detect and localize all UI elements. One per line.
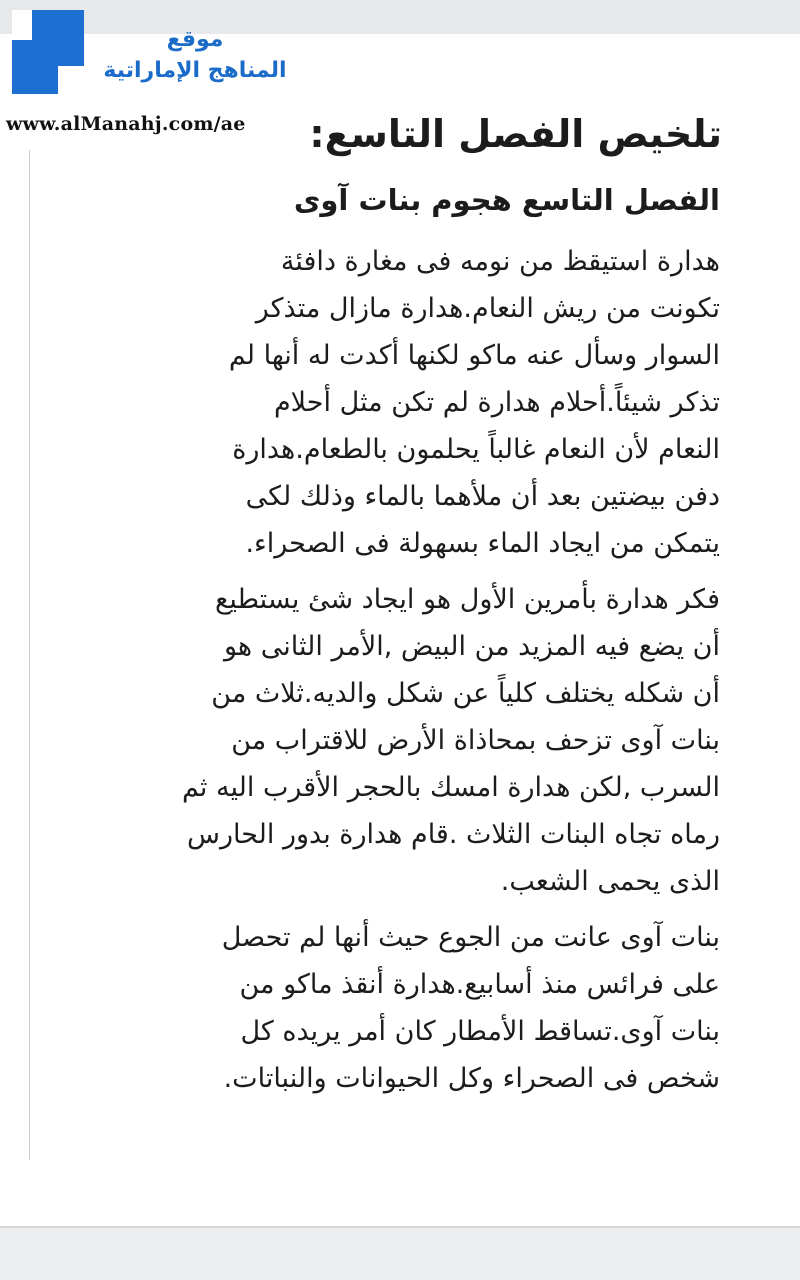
paragraph-line: السوار وسأل عنه ماكو لكنها أكدت له أنها لم (228, 340, 720, 371)
paragraph-line: يتمكن من ايجاد الماء بسهولة فى الصحراء. (245, 528, 720, 559)
paragraph-line: رماه تجاه البنات الثلاث .قام هدارة بدور الحارس (186, 819, 720, 850)
page-title: تلخيص الفصل التاسع: (309, 112, 722, 156)
logo-squares-icon (12, 10, 86, 94)
paragraph-line: شخص فى الصحراء وكل الحيوانات والنباتات. (223, 1063, 720, 1094)
top-strip (0, 0, 800, 34)
paragraph-line: النعام لأن النعام غالباً يحلمون بالطعام.هدارة (232, 434, 720, 465)
bottom-divider (0, 1226, 800, 1228)
logo-title-line2: المناهج الإماراتية (103, 58, 287, 83)
paragraph-line: على فرائس منذ أسابيع.هدارة أنقذ ماكو من (239, 969, 720, 1000)
paragraph-line: بنات آوى.تساقط الأمطار كان أمر يريده كل (240, 1016, 720, 1047)
paragraph-line: أن يضع فيه المزيد من البيض ,الأمر الثانى هو (223, 631, 720, 662)
paragraph-line: السرب ,لكن هدارة امسك بالحجر الأقرب اليه ثم (181, 772, 720, 803)
paragraph-line: تذكر شيئاً.أحلام هدارة لم تكن مثل أحلام (273, 387, 720, 418)
paragraph-line: الذى يحمى الشعب. (500, 866, 720, 897)
logo-title-line1: موقع (166, 27, 224, 52)
logo-url: www.alManahj.com/ae (6, 113, 246, 135)
paragraph-line: بنات آوى تزحف بمحاذاة الأرض للاقتراب من (231, 725, 720, 756)
paragraph-line: فكر هدارة بأمرين الأول هو ايجاد شئ يستطيع (214, 584, 720, 615)
paragraph-line: تكونت من ريش النعام.هدارة مازال متذكر (255, 293, 720, 324)
paragraph-line: دفن بيضتين بعد أن ملأهما بالماء وذلك لكى (245, 481, 720, 512)
paragraph-line: بنات آوى عانت من الجوع حيث أنها لم تحصل (221, 922, 720, 953)
left-margin-rule (29, 150, 30, 1160)
paragraph-line: أن شكله يختلف كلياً عن شكل والديه.ثلاث من (211, 678, 720, 709)
bottom-strip (0, 1226, 800, 1280)
paragraph-line: هدارة استيقظ من نومه فى مغارة دافئة (280, 246, 720, 277)
chapter-heading: الفصل التاسع هجوم بنات آوى (293, 183, 720, 217)
